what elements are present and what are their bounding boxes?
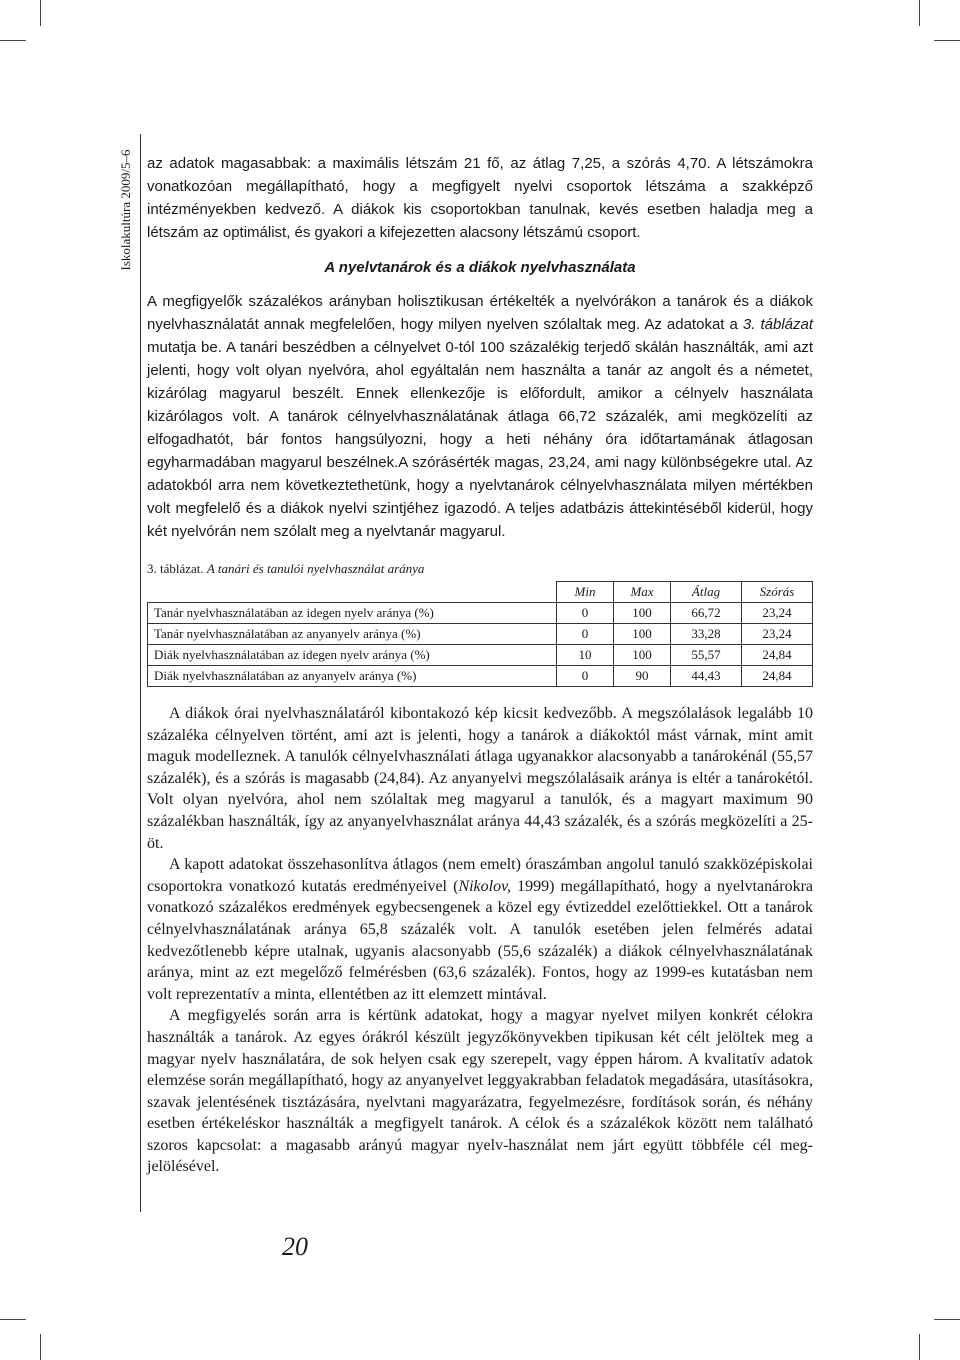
running-head-text: Iskolakultúra 2009/5–6: [118, 149, 133, 271]
cell-min: 0: [557, 624, 614, 645]
cell-avg: 55,57: [671, 645, 742, 666]
table-row: [148, 645, 813, 666]
paragraph-4: A megfigyelés során arra is kértünk adatokat, hogy a magyar nyelvet milyen konkrét célokra használták a tanárok. Az egyes órákról készült jegyzőkönyvekben tipikusan két célt jelöltek meg a magyar nyelv használatára, de sok helyen csak egy szerepelt, vagy éppen három. A kvalitatív adatok elemzése során megállapítható, hogy az anyanyelvet leggyakrabban feladatok megadására, utasításokra, szavak jelentésének tisztázására, nyelvtani magyarázatra, fegyelmezésre, fordítások során, és néhány esetben értékeléskor használták a megfigyelt tanárok. A célok és a százalékok között nem található szoros kapcsolat: a magasabb arányú magyar nyelv-használat nem járt együtt többféle cél megjelölésével.: [147, 1007, 813, 1176]
row-label: Tanár nyelvhasználatában az anyanyelv aránya (%): [148, 624, 557, 645]
cell-min: 0: [557, 666, 614, 687]
page-content: [147, 152, 813, 1178]
table-row: [148, 624, 813, 645]
crop-mark: [40, 1334, 41, 1360]
cell-min: 0: [557, 603, 614, 624]
crop-mark: [919, 1334, 920, 1360]
paragraph-3-text-cont: 1999) megállapítható, hogy a nyelvtanárokra vonatkozó százalékos eredmények egybecsengenek a közel egy évtizeddel ezelőttiekkel. Ott a tanárok célnyelvhasználatának aránya 65,8 százalék volt. A tanulók esetében jelen felmérés adatai kedvezőtlenebb képre utalnak, ugyanis alacsonyabb (55,6 százalék) a diákok célnyelvhasználatának aránya, mint az ezt megelőző felmérésben (63,6 százalék). Fontos, hogy az 1999-es kutatásban nem volt reprezentatív a minta, ellentétben az itt elemzett mintával.: [147, 877, 814, 1003]
table-caption: [147, 560, 813, 578]
table-caption-title: A tanári és tanulói nyelvhasználat aránya: [206, 561, 425, 576]
crop-mark: [919, 0, 920, 26]
citation-author: Nikolov,: [458, 877, 512, 895]
paragraph-1-text: A megfigyelők százalékos arányban holisztikusan értékelték a nyelvórákon a tanárok és a diákok nyelvhasználatát annak megfelelően, hogy milyen nyelven szólaltak meg. Az adatokat a: [147, 293, 813, 333]
paragraph-3-text: A kapott adatokat összehasonlítva átlagos (nem emelt) óraszámban angolul tanuló szakközépiskolai csoportokra vonatkozó kutatás eredményeivel (: [147, 856, 813, 895]
crop-mark: [934, 1319, 960, 1320]
paragraph-2: A diákok órai nyelvhasználatáról kibontakozó kép kicsit kedvezőbb. A megszólalások legalább 10 százaléka célnyelven történt, ami azt is jelenti, hogy a tanárok a diákoktól mást várnak, mint amit maguk modelleznek. A tanulók célnyelvhasználati átlaga ugyanakkor alacsonyabb a tanárokénál (55,57 százalék), és a szórás is magasabb (24,84). Az anyanyelvi megszólalásaik aránya is eltér a tanárokétól. Volt olyan nyelvóra, ahol nem szólaltak meg magyarul a tanulók, és a magyart maximum 90 százalékban használták, így az anyanyelvhasználat aránya 44,43 százalék, és a szórás megközelíti a 25-öt.: [147, 705, 813, 852]
cell-sd: 23,24: [742, 624, 813, 645]
cell-avg: 33,28: [671, 624, 742, 645]
cell-sd: 24,84: [742, 645, 813, 666]
crop-mark: [0, 40, 26, 41]
row-label: Diák nyelvhasználatában az anyanyelv aránya (%): [148, 666, 557, 687]
table-row: [148, 666, 813, 687]
cell-max: 100: [614, 624, 671, 645]
col-header-min: Min: [557, 582, 614, 603]
data-table: [147, 581, 813, 687]
table-row: [148, 603, 813, 624]
cell-avg: 66,72: [671, 603, 742, 624]
crop-mark: [934, 40, 960, 41]
col-header-avg: Átlag: [671, 582, 742, 603]
table-header-row: [148, 582, 813, 603]
paragraph-1: [147, 290, 813, 543]
margin-rule: [140, 134, 141, 1212]
cell-min: 10: [557, 645, 614, 666]
paragraph-1-text-cont: mutatja be. A tanári beszédben a célnyelvet 0-tól 100 százalékig terjedő skálán használták, ami azt jelenti, hogy volt olyan nyelvóra, ahol egyáltalán nem használta a tanár az angolt és a németet, kizárólag magyarul beszélt. Ennek ellenkezője is előfordult, amikor a célnyelv használata kizárólagos volt. A tanárok célnyelvhasználatának átlaga 66,72 százalék, ami megközelíti az elfogadhatót, bár fontos hangsúlyozni, hogy a heti néhány óra időtartamának átlagosan egyharmadában magyarul beszélnek.A szórásérték magas, 23,24, ami nagy különbségekre utal. Az adatokból arra nem következtethetünk, hogy a nyelvtanárok célnyelvhasználata milyen mértékben volt megfelelő és a diákok nyelvi szintjéhez igazodó. A teljes adatbázis áttekintéséből kiderül, hogy két nyelvórán nem szólalt meg a nyelvtanár magyarul.: [147, 339, 813, 540]
page-number: 20: [282, 1232, 308, 1261]
col-header-sd: Szórás: [742, 582, 813, 603]
cell-sd: 24,84: [742, 666, 813, 687]
section-heading: A nyelvtanárok és a diákok nyelvhasználata: [324, 259, 636, 276]
cell-avg: 44,43: [671, 666, 742, 687]
row-label: Diák nyelvhasználatában az idegen nyelv aránya (%): [148, 645, 557, 666]
cell-max: 100: [614, 645, 671, 666]
paragraph-3: [147, 854, 813, 1005]
paragraph-intro: az adatok magasabbak: a maximális létszám 21 fő, az átlag 7,25, a szórás 4,70. A létszámokra vonatkozóan megállapítható, hogy a megfigyelt nyelvi csoportok létszáma a szakképző intézményekben kedvező. A diákok kis csoportokban tanulnak, kevés esetben haladja meg a létszám az optimálist, és gyakori a kifejezetten alacsony létszámú csoport.: [147, 155, 813, 241]
crop-mark: [40, 0, 41, 26]
cell-sd: 23,24: [742, 603, 813, 624]
col-header-max: Max: [614, 582, 671, 603]
table-reference: 3. táblázat: [742, 316, 814, 333]
cell-max: 100: [614, 603, 671, 624]
cell-max: 90: [614, 666, 671, 687]
table-caption-label: 3. táblázat.: [147, 561, 204, 576]
running-head: [113, 132, 139, 288]
table-corner-cell: [148, 582, 557, 603]
row-label: Tanár nyelvhasználatában az idegen nyelv aránya (%): [148, 603, 557, 624]
crop-mark: [0, 1319, 26, 1320]
